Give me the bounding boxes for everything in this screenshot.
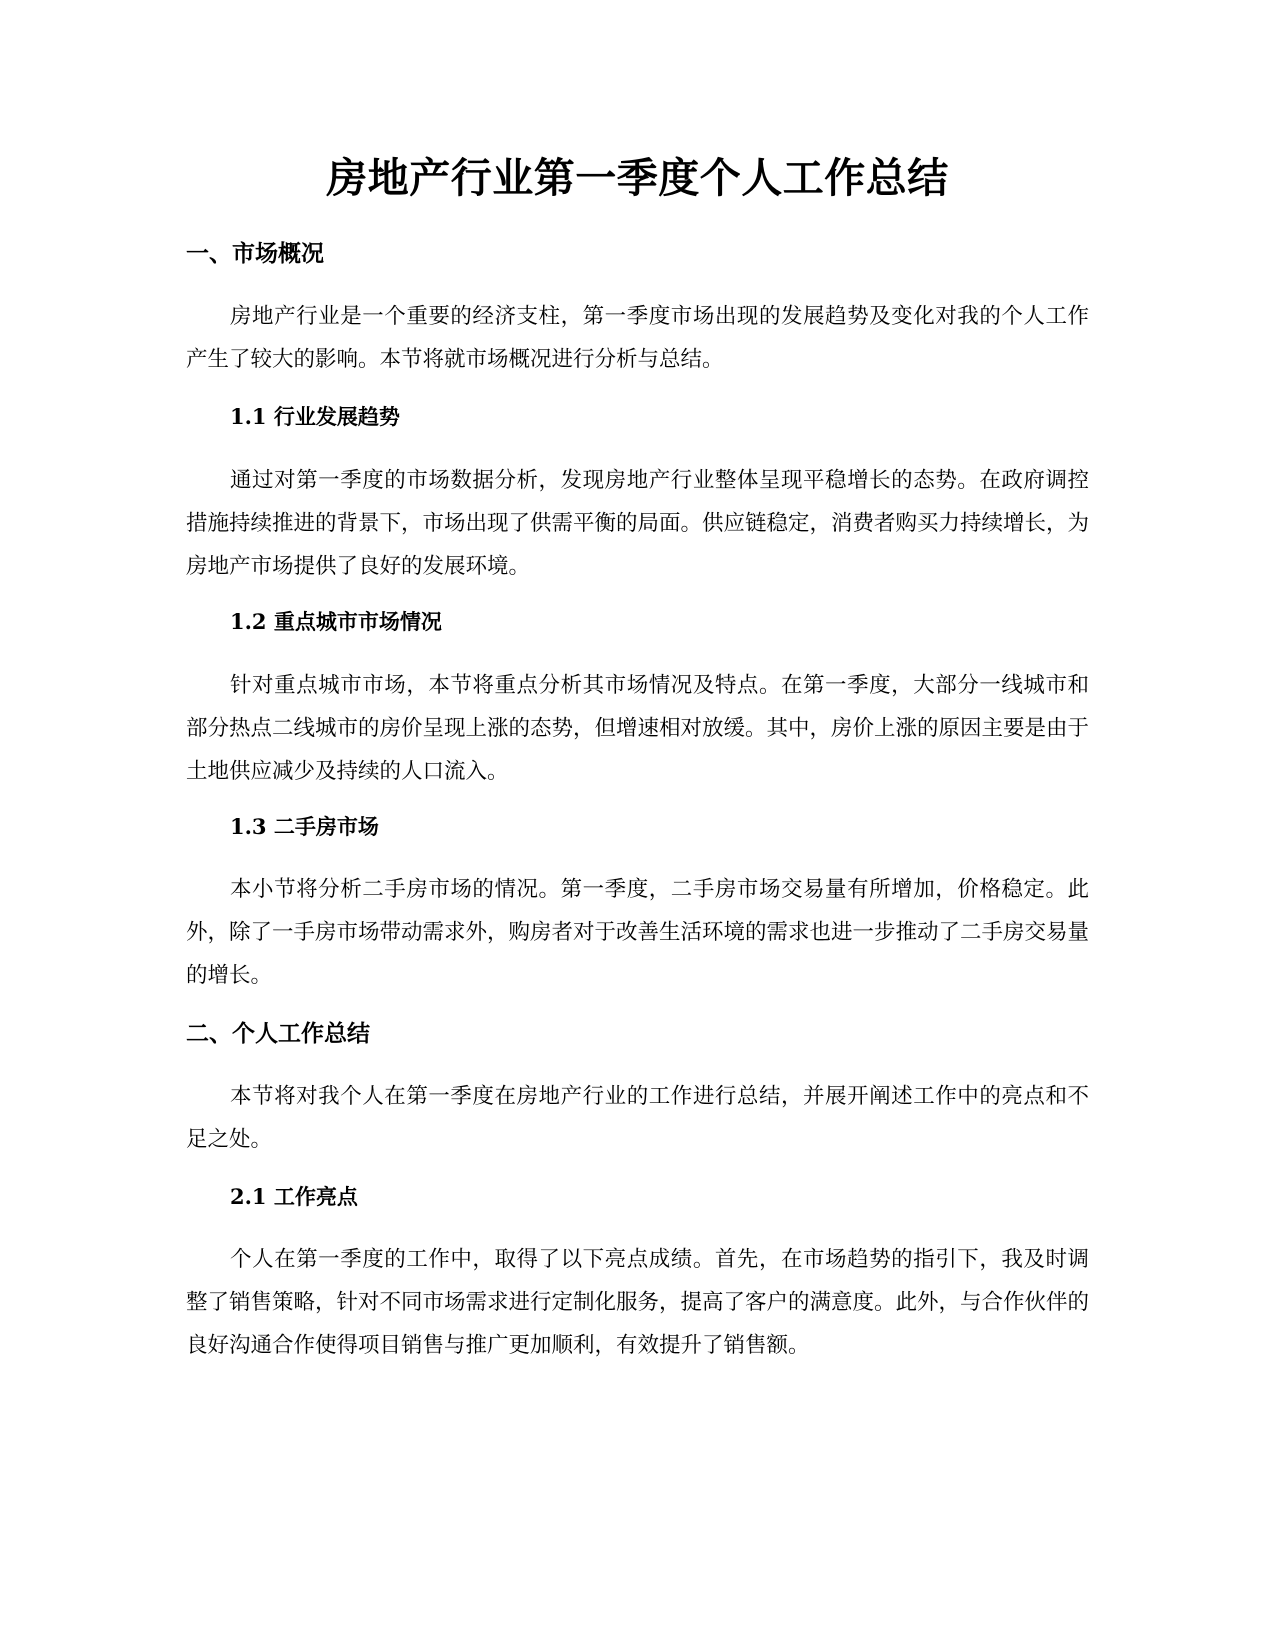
subheading-work-highlights: 2.1 工作亮点 — [230, 1184, 358, 1209]
paragraph-key-cities: 针对重点城市市场，本节将重点分析其市场情况及特点。在第一季度，大部分一线城市和部分热点二线城市的房价呈现上涨的态势，但增速相对放缓。其中，房价上涨的原因主要是由于土地供应减少及持续的人口流入。 — [186, 673, 1090, 784]
document-title: 房地产行业第一季度个人工作总结 — [326, 154, 949, 202]
section-heading-market-overview: 一、市场概况 — [186, 241, 324, 267]
paragraph-market-overview-intro: 房地产行业是一个重要的经济支柱，第一季度市场出现的发展趋势及变化对我的个人工作产生了较大的影响。本节将就市场概况进行分析与总结。 — [186, 304, 1089, 372]
subheading-second-hand-market: 1.3 二手房市场 — [230, 814, 379, 839]
paragraph-second-hand-market: 本小节将分析二手房市场的情况。第一季度，二手房市场交易量有所增加，价格稳定。此外，除了一手房市场带动需求外，购房者对于改善生活环境的需求也进一步推动了二手房交易量的增长。 — [186, 877, 1090, 988]
paragraph-industry-trend: 通过对第一季度的市场数据分析，发现房地产行业整体呈现平稳增长的态势。在政府调控措施持续推进的背景下，市场出现了供需平衡的局面。供应链稳定，消费者购买力持续增长，为房地产市场提供了良好的发展环境。 — [186, 468, 1090, 579]
subheading-key-cities: 1.2 重点城市市场情况 — [230, 609, 442, 634]
paragraph-personal-summary-intro: 本节将对我个人在第一季度在房地产行业的工作进行总结，并展开阐述工作中的亮点和不足之处。 — [186, 1084, 1089, 1152]
subheading-industry-trend: 1.1 行业发展趋势 — [230, 404, 400, 429]
paragraph-work-highlights: 个人在第一季度的工作中，取得了以下亮点成绩。首先，在市场趋势的指引下，我及时调整了销售策略，针对不同市场需求进行定制化服务，提高了客户的满意度。此外，与合作伙伴的良好沟通合作使得项目销售与推广更加顺利，有效提升了销售额。 — [186, 1247, 1090, 1358]
section-heading-personal-summary: 二、个人工作总结 — [186, 1021, 370, 1047]
